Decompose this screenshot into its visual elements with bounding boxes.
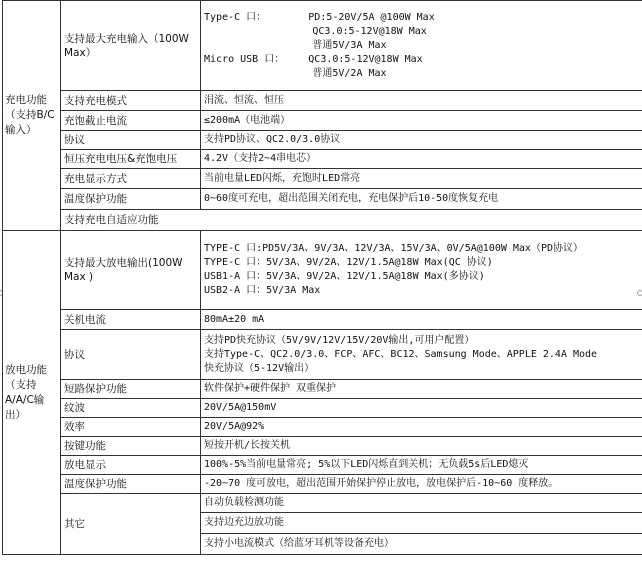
spec-value <box>201 380 642 399</box>
spec-row <box>3 189 642 210</box>
spec-value <box>201 310 642 330</box>
spec-value-line: 普通5V/3A Max <box>204 39 387 51</box>
spec-value-line: 支持Type-C、QC2.0/3.0、FCP、AFC、BC12、Samsung Mode、APPLE 2.4A Mode <box>204 348 598 360</box>
spec-label: 关机电流 <box>61 310 201 330</box>
spec-label: 纹波 <box>61 399 201 418</box>
spec-row <box>3 437 642 456</box>
spec-label-other: 其它 <box>61 494 201 555</box>
spec-value: 自动负载检测功能 <box>201 494 642 513</box>
spec-row <box>3 91 642 111</box>
spec-row <box>3 150 642 169</box>
spec-table <box>2 0 642 555</box>
spec-value-line: Type-C 口： PD:5-20V/5A @100W Max <box>204 11 435 23</box>
spec-value <box>201 399 642 418</box>
spec-value-line: Micro USB 口： QC3.0:5-12V@18W Max <box>204 53 423 65</box>
spec-row <box>3 399 642 418</box>
spec-label: 协议 <box>61 131 201 150</box>
spec-value-line: 100%-5%当前电量常亮; 5%以下LED闪烁直到关机；无负载5s后LED熄灭 <box>204 459 529 470</box>
spec-label: 短路保护功能 <box>61 380 201 399</box>
spec-value <box>201 1 642 91</box>
spec-label: 充电显示方式 <box>61 169 201 189</box>
spec-value-line: TYPE-C 口:PD5V/3A、9V/3A、12V/3A、15V/3A、0V/5A@100W Max（PD协议） <box>204 243 583 254</box>
spec-label: 支持充电模式 <box>61 91 201 111</box>
spec-label: 放电显示 <box>61 456 201 475</box>
spec-row <box>3 418 642 437</box>
spec-row <box>3 330 642 380</box>
spec-value <box>201 456 642 475</box>
spec-value: 支持小电流模式（给蓝牙耳机等设备充电） <box>201 534 642 555</box>
spec-value <box>201 437 642 456</box>
spec-row <box>3 1 642 91</box>
spec-label: 协议 <box>61 330 201 380</box>
spec-value-line: 支持PD快充协议（5V/9V/12V/15V/20V输出,可用户配置） <box>204 334 475 346</box>
charge-section-label: 充电功能（支持B/C输入） <box>3 1 61 231</box>
spec-value: 支持边充边放功能 <box>201 513 642 534</box>
spec-value-line: ≤200mA（电池端） <box>204 114 291 126</box>
spec-value-line: 当前电量LED闪烁，充饱时LED常亮 <box>204 172 361 184</box>
spec-value <box>201 330 642 380</box>
spec-label: 支持充电自适应功能 <box>61 210 642 231</box>
spec-value-line: 短按开机/长按关机 <box>204 440 291 451</box>
spec-value <box>201 418 642 437</box>
spec-value-line: 支持PD协议、QC2.0/3.0协议 <box>204 134 341 145</box>
spec-row <box>3 169 642 189</box>
spec-value-line: 涓流、恒流、恒压 <box>204 94 284 106</box>
spec-value-line: 20V/5A@150mV <box>204 402 277 413</box>
spec-value-line: 普通5V/2A Max <box>204 67 387 79</box>
spec-value <box>201 231 642 310</box>
spec-label: 恒压充电电压&充饱电压 <box>61 150 201 169</box>
spec-value-line: 20V/5A@92% <box>204 421 265 432</box>
spec-label: 效率 <box>61 418 201 437</box>
spec-value-line: 0~60度可充电，超出范围关闭充电，充电保护后10-50度恢复充电 <box>204 193 499 204</box>
spec-value-line: 软件保护+硬件保护 双重保护 <box>204 383 337 394</box>
spec-value-line: USB2-A 口：5V/3A Max <box>204 285 321 296</box>
spec-value <box>201 131 642 150</box>
spec-row <box>3 210 642 231</box>
spec-value-line: USB1-A 口：5V/3A、9V/2A、12V/1.5A@18W Max(多协议) <box>204 271 485 282</box>
spec-row <box>3 111 642 131</box>
discharge-section-label: 放电功能（支持A/A/C输出） <box>3 231 61 555</box>
spec-row <box>3 494 642 513</box>
spec-label: 温度保护功能 <box>61 189 201 210</box>
spec-value <box>201 169 642 189</box>
spec-label: 支持最大放电输出(100W Max ) <box>61 231 201 310</box>
spec-label: 温度保护功能 <box>61 475 201 494</box>
spec-row <box>3 380 642 399</box>
spec-value <box>201 111 642 131</box>
spec-row <box>3 475 642 494</box>
spec-value <box>201 91 642 111</box>
spec-label: 按键功能 <box>61 437 201 456</box>
spec-value <box>201 475 642 494</box>
spec-value-line: -20~70 度可放电，超出范围开始保护停止放电，放电保护后-10~60 度释放。 <box>204 478 559 489</box>
spec-row <box>3 131 642 150</box>
spec-value-line: 80mA±20 mA <box>204 313 265 325</box>
spec-value <box>201 150 642 169</box>
spec-row <box>3 231 642 310</box>
spec-value-line: 4.2V（支持2~4串电芯） <box>204 153 317 164</box>
spec-value <box>201 189 642 210</box>
spec-row <box>3 456 642 475</box>
spec-label: 支持最大充电输入（100W Max） <box>61 1 201 91</box>
spec-value-line: QC3.0:5-12V@18W Max <box>204 25 427 37</box>
spec-value-line: 快充协议（5-12V输出） <box>204 362 315 374</box>
spec-row <box>3 310 642 330</box>
spec-label: 充饱截止电流 <box>61 111 201 131</box>
spec-value-line: TYPE-C 口：5V/3A、9V/2A、12V/1.5A@18W Max(QC 协议) <box>204 257 493 268</box>
